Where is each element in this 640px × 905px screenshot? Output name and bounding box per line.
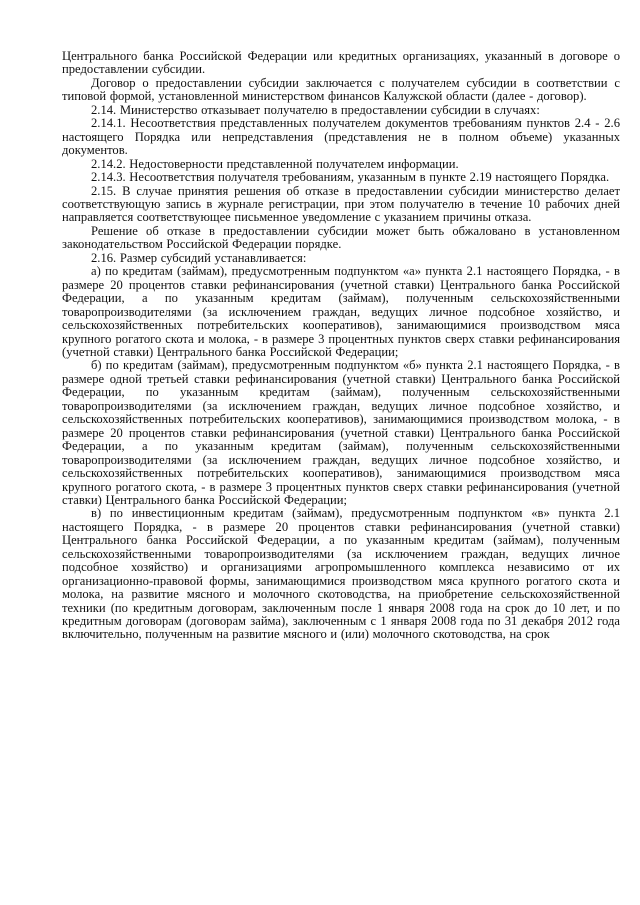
paragraph-continuation: Центрального банка Российской Федерации или кредитных организациях, указанный в договоре о предоставлении субсидии.: [62, 49, 620, 77]
paragraph-2-16-a: а) по кредитам (займам), предусмотренным подпунктом «а» пункта 2.1 настоящего Порядка, - в размере 20 процентов ставки рефинансирования (учетной ставки) Центрального банка Российской Федерации, а по указанным кредитам (займам), полученным сельскохозяйственными товаропроизводителями (за исключением граждан, ведущих личное подсобное хозяйство, и сельскохозяйственных потребительских кооперативов), занимающимися производством мяса крупного рогатого скота и молока, - в размере 3 процентных пунктов сверх ставки рефинансирования (учетной ставки) Центрального банка Российской Федерации;: [62, 264, 620, 359]
paragraph-contract: Договор о предоставлении субсидии заключается с получателем субсидии в соответствии с типовой формой, установленной министерством финансов Калужской области (далее - договор).: [62, 75, 620, 104]
paragraph-2-14-2: 2.14.2. Недостоверности представленной получателем информации.: [91, 156, 459, 171]
paragraph-2-16: 2.16. Размер субсидий устанавливается:: [91, 250, 307, 265]
paragraph-2-15: 2.15. В случае принятия решения об отказе в предоставлении субсидии министерство делает соответствующую запись в журнале регистрации, при этом получателю в течение 10 рабочих дней направляется соответствующее письменное уведомление с указанием причины отказа.: [62, 183, 620, 225]
paragraph-2-14-3: 2.14.3. Несоответствия получателя требованиям, указанным в пункте 2.19 настоящего Порядка.: [91, 170, 610, 185]
document-body: [62, 50, 620, 642]
paragraph-2-14: 2.14. Министерство отказывает получателю в предоставлении субсидии в случаях:: [91, 102, 540, 117]
paragraph-2-16-v: в) по инвестиционным кредитам (займам), предусмотренным подпунктом «в» пункта 2.1 настоящего Порядка, - в размере 20 процентов ставки рефинансирования (учетной ставки) Центрального банка Российской Федерации, а по указанным кредитам (займам), полученным сельскохозяйственными товаропроизводителями (за исключением граждан, ведущих личное подсобное хозяйство) и организациями агропромышленного комплекса независимо от их организационно-правовой формы, занимающимися производством мяса крупного рогатого скота и молока, на развитие мясного и молочного скотоводства, на приобретение сельскохозяйственной техники (по кредитным договорам, заключенным после 1 января 2008 года на срок до 10 лет, и по кредитным договорам (договорам займа), заключенным с 1 января 2008 года по 31 декабря 2012 года включительно, полученным на развитие мясного и (или) молочного скотоводства, на срок: [62, 506, 620, 642]
paragraph-appeal: Решение об отказе в предоставлении субсидии может быть обжаловано в установленном законодательством Российской Федерации порядке.: [62, 223, 620, 252]
paragraph-2-14-1: 2.14.1. Несоответствия представленных получателем документов требованиям пунктов 2.4 - 2.6 настоящего Порядка или непредставления (представления не в полном объеме) указанных документов.: [62, 116, 620, 158]
paragraph-2-16-b: б) по кредитам (займам), предусмотренным подпунктом «б» пункта 2.1 настоящего Порядка, - в размере одной третьей ставки рефинансирования (учетной ставки) Центрального банка Российской Федерации, по указанным кредитам (займам), полученным сельскохозяйственными товаропроизводителями (за исключением граждан, ведущих личное подсобное хозяйство, и сельскохозяйственных потребительских кооперативов), занимающимися производством молока, - в размере 20 процентов ставки рефинансирования (учетной ставки) Центрального банка Российской Федерации, а по указанным кредитам (займам), полученным сельскохозяйственными товаропроизводителями (за исключением граждан, ведущих личное подсобное хозяйство, и сельскохозяйственных потребительских кооперативов), занимающимися производством мяса крупного рогатого скота, - в размере 3 процентных пунктов сверх ставки рефинансирования (учетной ставки) Центрального банка Российской Федерации;: [62, 358, 620, 507]
